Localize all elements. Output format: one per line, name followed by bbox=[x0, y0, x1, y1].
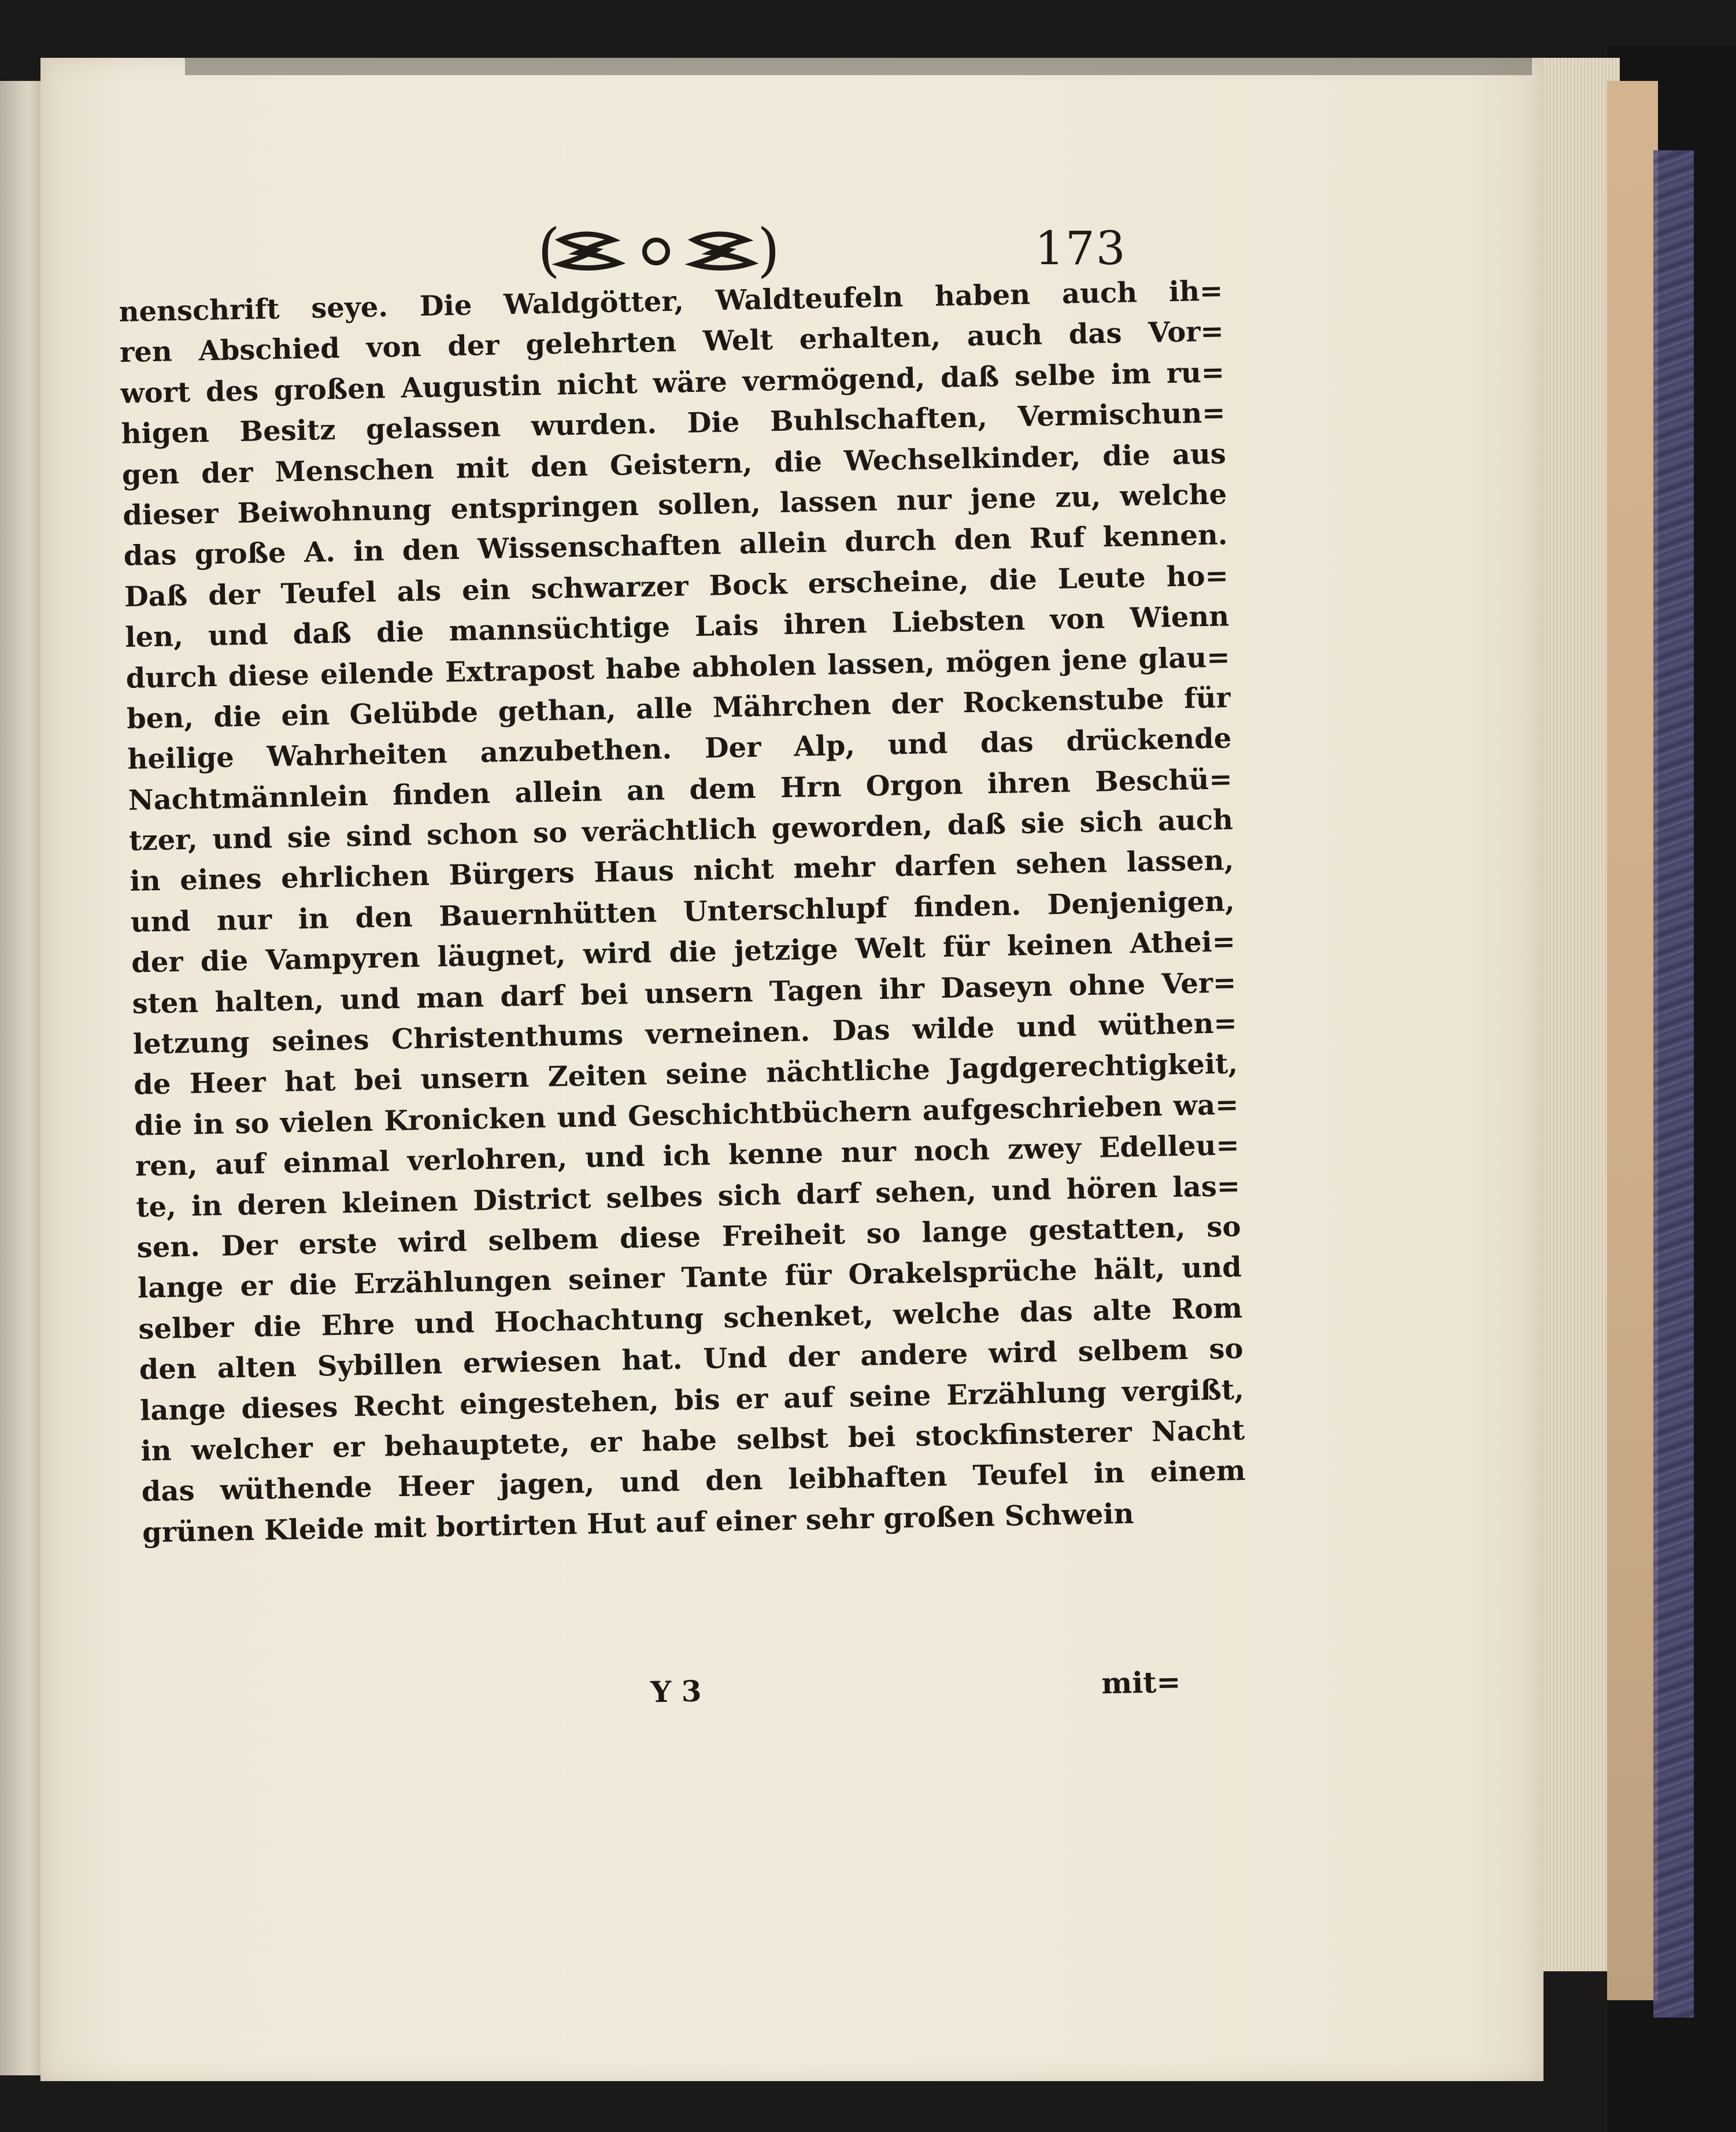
body-text bbox=[119, 271, 1247, 1553]
text-line: und nur in den Bauernhütten Unterschlupf finden. Denjenigen, bbox=[130, 884, 1235, 939]
marbled-cover-edge bbox=[1653, 150, 1694, 2018]
page-number: 173 bbox=[1035, 221, 1127, 275]
text-line: gen der Menschen mit den Geistern, die Wechselkinder, die aus bbox=[121, 437, 1227, 491]
text-line: dieser Beiwohnung entspringen sollen, lassen nur jene zu, welche bbox=[122, 478, 1227, 532]
text-line: de Heer hat bei unsern Zeiten seine nächtliche Jagdgerechtigkeit, bbox=[133, 1048, 1238, 1102]
svg-text:(: ( bbox=[538, 217, 561, 280]
text-line: in eines ehrlichen Bürgers Haus nicht mehr darfen sehen lassen, bbox=[129, 844, 1234, 898]
svg-text:): ) bbox=[757, 217, 780, 280]
text-line: Nachtmännlein finden allein an dem Hrn Orgon ihren Beschü= bbox=[128, 763, 1233, 817]
text-line: grünen Kleide mit bortirten Hut auf einer sehr großen Schwein bbox=[142, 1497, 1134, 1549]
text-line: ren, auf einmal verlohren, und ich kenne nur noch zwey Edelleu= bbox=[135, 1129, 1240, 1183]
text-line: durch diese eilende Extrapost habe abholen lassen, mögen jene glau= bbox=[125, 641, 1231, 695]
text-line: te, in deren kleinen District selbes sich darf sehen, und hören las= bbox=[135, 1169, 1241, 1224]
facing-page-edge bbox=[0, 81, 43, 2075]
text-line: das große A. in den Wissenschaften allein durch den Ruf kennen. bbox=[123, 519, 1228, 573]
paper-tab-strip bbox=[1607, 81, 1658, 2000]
text-line: ren Abschied von der gelehrten Welt erhalten, auch das Vor= bbox=[119, 315, 1224, 369]
text-line: sen. Der erste wird selbem diese Freiheit so lange gestatten, so bbox=[136, 1211, 1241, 1264]
text-line: len, und daß die mannsüchtige Lais ihren Liebsten von Wienn bbox=[124, 600, 1230, 654]
header-ornament-icon bbox=[538, 217, 804, 280]
page-top-shadow bbox=[185, 58, 1532, 75]
text-line: nenschrift seye. Die Waldgötter, Waldteufeln haben auch ih= bbox=[119, 275, 1223, 328]
text-line: selber die Ehre und Hochachtung schenket, welche das alte Rom bbox=[138, 1291, 1243, 1346]
signature-mark: Y 3 bbox=[650, 1674, 702, 1709]
text-line: die in so vielen Kronicken und Geschichtbüchern aufgeschrieben wa= bbox=[134, 1088, 1239, 1142]
text-line: Daß der Teufel als ein schwarzer Bock erscheine, die Leute ho= bbox=[124, 559, 1229, 613]
text-line: tzer, und sie sind schon so verächtlich geworden, daß sie sich auch bbox=[128, 804, 1234, 857]
text-line: sten halten, und man darf bei unsern Tagen ihr Daseyn ohne Ver= bbox=[132, 966, 1237, 1020]
text-line: heilige Wahrheiten anzubethen. Der Alp, und das drückende bbox=[127, 722, 1232, 776]
text-line: letzung seines Christenthums verneinen. Das wilde und wüthen= bbox=[132, 1007, 1238, 1061]
text-line: lange er die Erzählungen seiner Tante für Orakelsprüche hält, und bbox=[137, 1251, 1242, 1305]
text-line: in welcher er behauptete, er habe selbst bei stockfinsterer Nacht bbox=[140, 1413, 1245, 1468]
catchword: mit= bbox=[1101, 1664, 1181, 1701]
text-line: ben, die ein Gelübde gethan, alle Mährchen der Rockenstube für bbox=[126, 682, 1231, 735]
text-line: wort des großen Augustin nicht wäre vermögend, daß selbe im ru= bbox=[120, 356, 1225, 410]
text-line: higen Besitz gelassen wurden. Die Buhlschaften, Vermischun= bbox=[121, 397, 1226, 451]
text-line: den alten Sybillen erwiesen hat. Und der andere wird selbem so bbox=[139, 1332, 1243, 1386]
text-line: der die Vampyren läugnet, wird die jetzige Welt für keinen Athei= bbox=[131, 926, 1236, 980]
text-line: das wüthende Heer jagen, und den leibhaften Teufel in einem bbox=[141, 1454, 1246, 1508]
text-line: lange dieses Recht eingestehen, bis er auf seine Erzählung vergißt, bbox=[139, 1373, 1245, 1427]
